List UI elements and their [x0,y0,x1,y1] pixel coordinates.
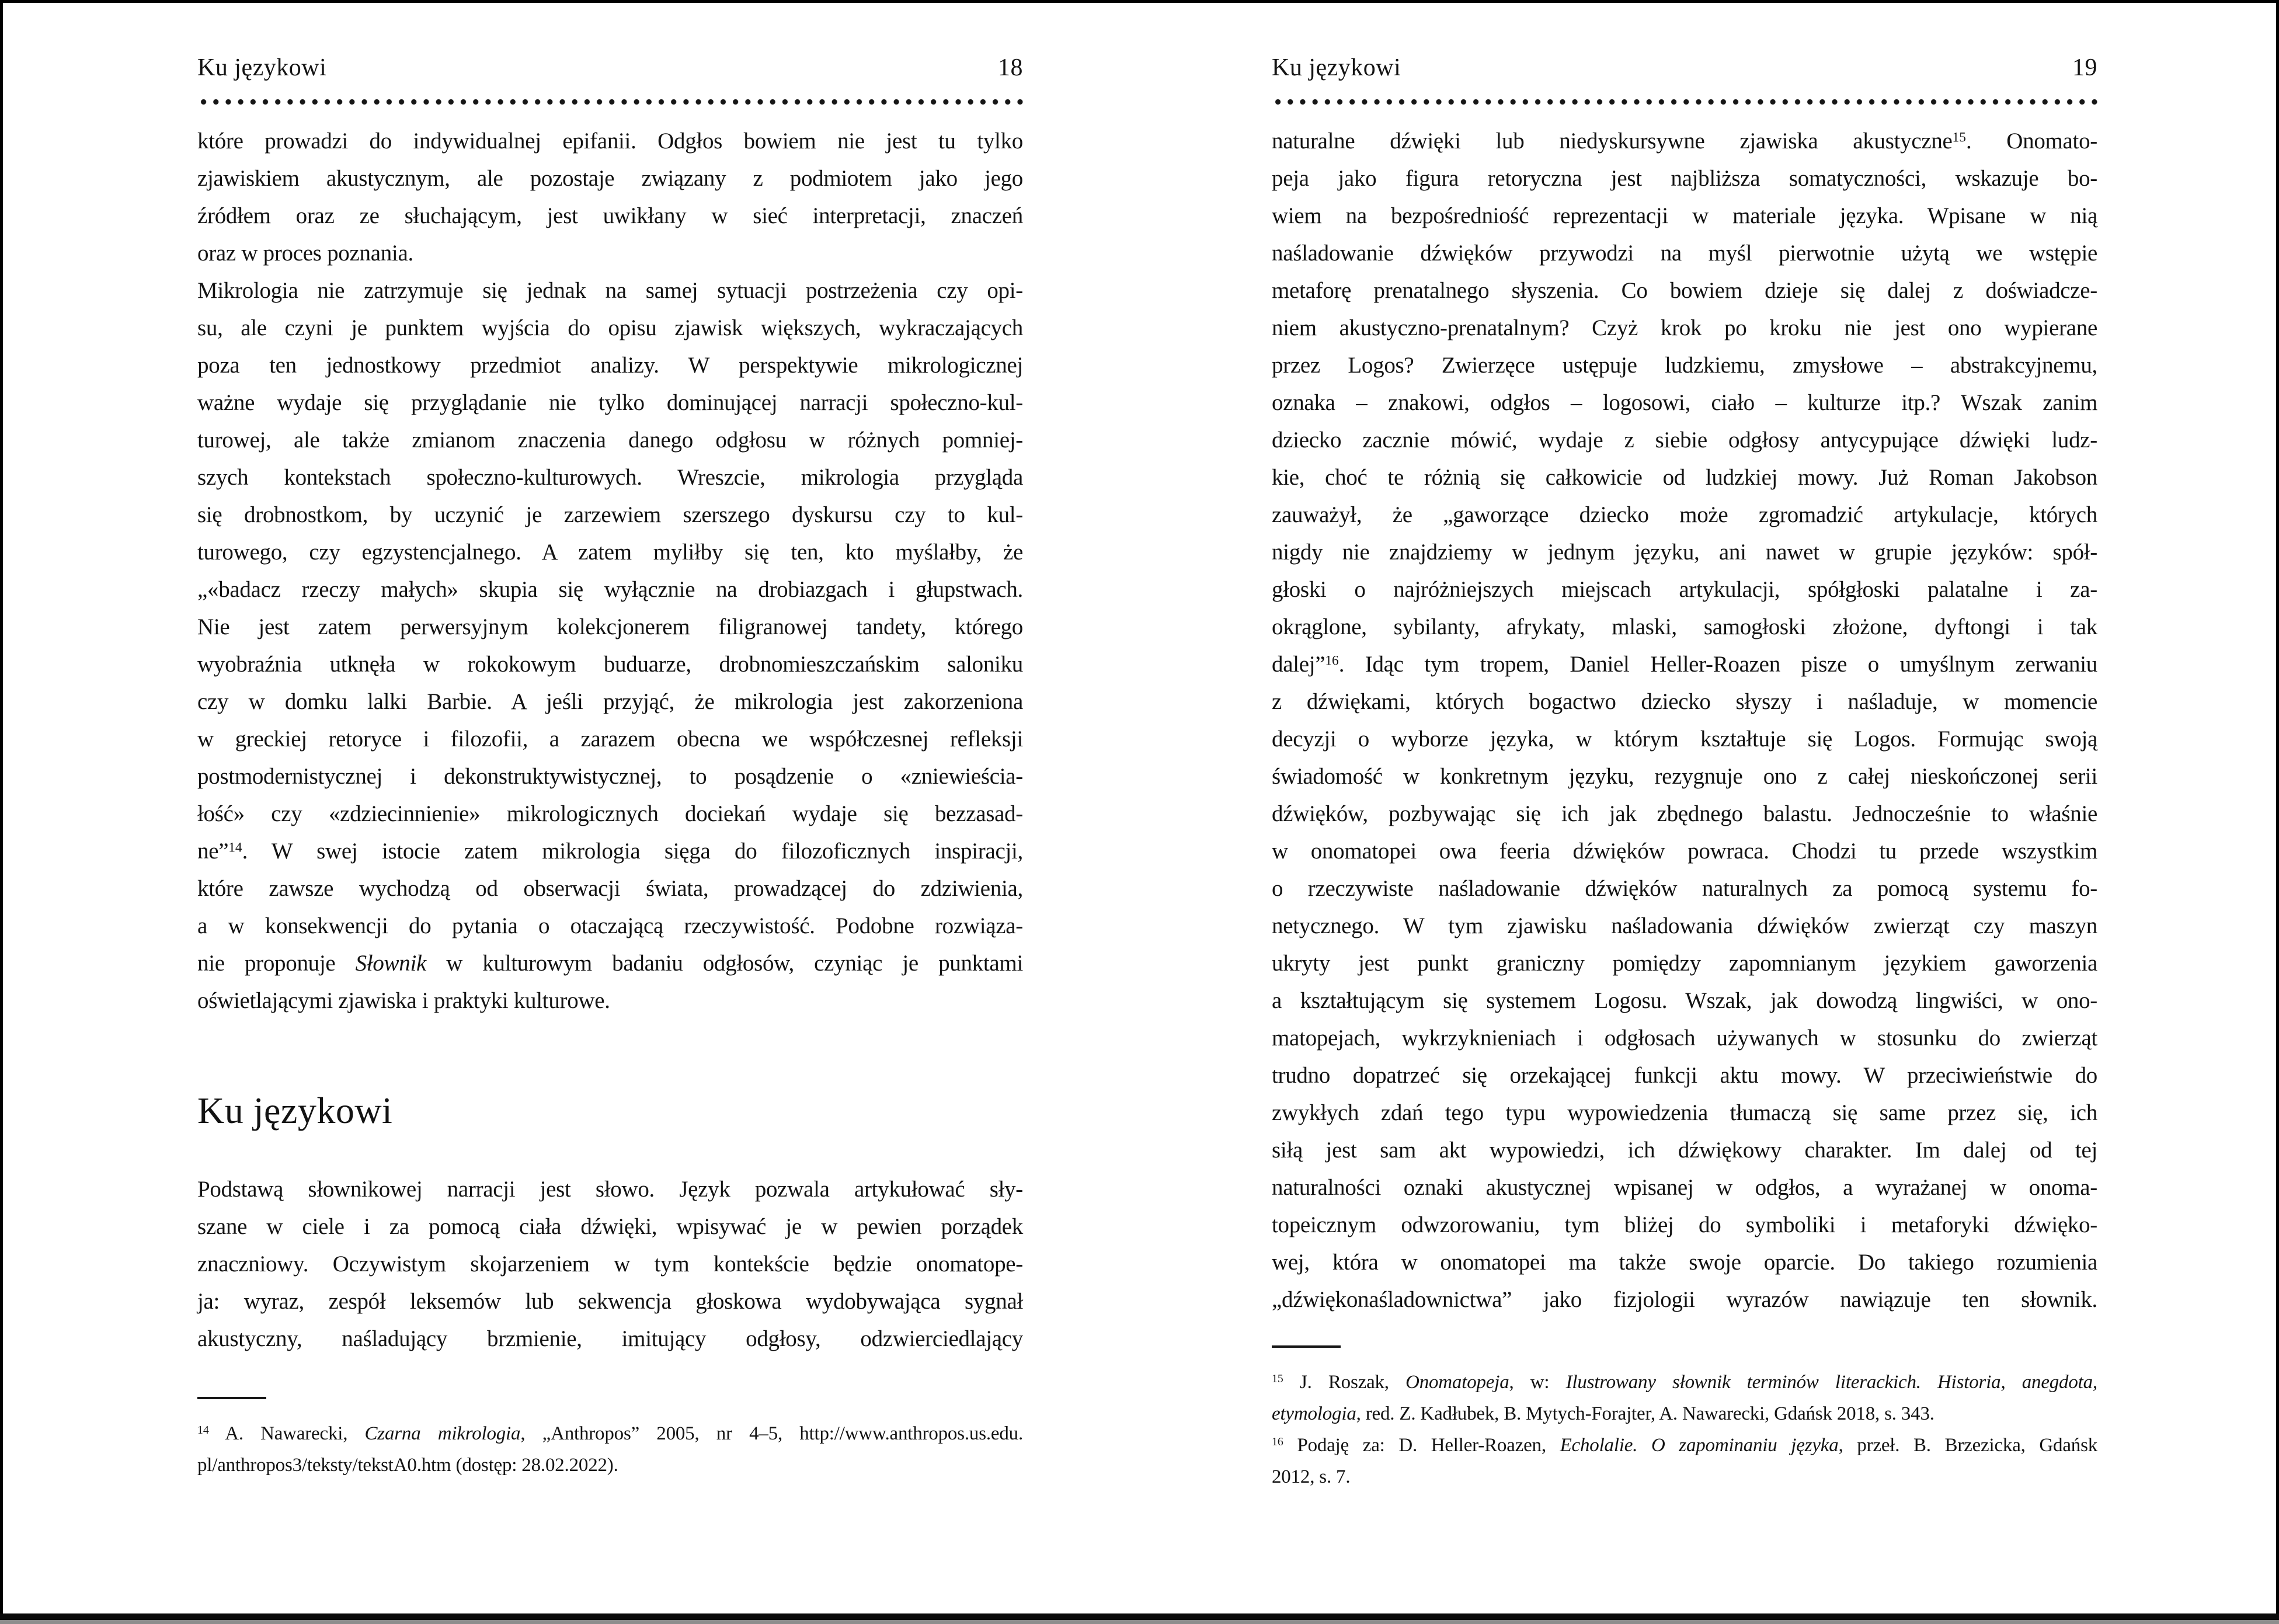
text-segment: A. Nawarecki, [208,1423,365,1444]
text-line [1272,160,2097,197]
text-line [1272,197,2097,235]
right-footnotes [1272,1366,2097,1493]
text-line [197,1208,1023,1246]
text-line [197,272,1023,310]
text-segment: w kulturowym badaniu odgłosów, czyniąc je punktami [426,951,1023,976]
text-line [197,310,1023,347]
text-segment: zwykłych zdań tego typu wypowiedzenia tłumaczą się same przez się, ich [1272,1100,2097,1125]
text-line [197,1320,1023,1358]
text-segment: , przeł. B. Brzezicka, Gdańsk [1838,1435,2098,1456]
text-line [197,1283,1023,1320]
text-line [1272,833,2097,870]
text-segment: w onomatopei owa feeria dźwięków powraca. Chodzi tu przede wszystkim [1272,839,2097,864]
text-line [1272,1057,2097,1094]
left-dotted-rule [197,98,1023,106]
text-segment: głoski o najróżniejszych miejscach artykulacji, spółgłoski palatalne i za- [1272,577,2097,602]
text-line [197,1449,1023,1481]
italic-text: Słownik [355,951,427,976]
text-segment: dziecko zacznie mówić, wydaje z siebie odgłosy antycypujące dźwięki ludz- [1272,427,2097,453]
text-line [197,197,1023,235]
text-segment: poza ten jednostkowy przedmiot analizy. W perspektywie mikrologicznej [197,353,1023,378]
text-segment: , w: [1509,1372,1566,1393]
text-line [1272,384,2097,422]
text-segment: łość» czy «zdziecinnienie» mikrologicznych dociekań wydaje się bezzasad- [197,801,1023,826]
text-segment: akustyczny, naśladujący brzmienie, imitujący odgłosy, odzwierciedlający [197,1326,1023,1351]
text-segment: ja: wyraz, zespół leksemów lub sekwencja głoskowa wydobywająca sygnał [197,1289,1023,1314]
text-line [1272,1169,2097,1206]
text-line [1272,1020,2097,1057]
text-line [1272,123,2097,160]
text-line [197,1246,1023,1283]
left-running-head [197,54,1023,82]
left-page-number: 18 [998,54,1023,81]
footnote-marker: 14 [228,840,242,856]
text-line [197,646,1023,683]
text-segment: a kształtującym się systemem Logosu. Wszak, jak dowodzą lingwiści, w ono- [1272,988,2097,1013]
text-line [1272,1094,2097,1132]
right-body-text [1272,123,2097,1319]
footnote-marker: 15 [1952,130,1966,145]
text-line [197,1418,1023,1449]
text-line [197,123,1023,160]
text-line [197,160,1023,197]
text-segment: ukryty jest punkt graniczny pomiędzy zapomnianym językiem gaworzenia [1272,951,2097,976]
text-line [1272,272,2097,310]
text-line [197,571,1023,608]
left-body-text [197,123,1023,1020]
text-line [197,496,1023,534]
text-segment: „«badacz rzeczy małych» skupia się wyłącznie na drobiazgach i głupstwach. [197,577,1023,602]
italic-text: etymologia [1272,1403,1356,1424]
text-line [1272,758,2097,795]
text-line [1272,1281,2097,1319]
text-line [197,683,1023,721]
text-segment: trudno dopatrzeć się orzekającej funkcji aktu mowy. W przeciwieństwie do [1272,1063,2097,1088]
text-line [197,982,1023,1020]
text-line [1272,721,2097,758]
text-line [1272,608,2097,646]
text-segment: które zawsze wychodzą od obserwacji świata, prowadzącej do zdziwienia, [197,876,1023,901]
text-segment: nigdy nie znajdziemy w jednym języku, ani nawet w grupie języków: spół- [1272,540,2097,565]
text-segment: , red. Z. Kadłubek, B. Mytych-Forajter, A. Nawarecki, Gdańsk 2018, s. 343. [1356,1403,1934,1424]
text-segment: ne” [197,839,229,864]
text-line [1272,571,2097,608]
text-segment: czy w domku lalki Barbie. A jeśli przyjąć, że mikrologia jest zakorzeniona [197,689,1023,714]
text-segment: netycznego. W tym zjawisku naśladowania dźwięków zwierząt czy maszyn [1272,913,2097,938]
left-section-heading: Ku językowi [197,1090,393,1131]
text-segment: a w konsekwencji do pytania o otaczającą rzeczywistość. Podobne rozwiąza- [197,913,1023,938]
left-running-head-title: Ku językowi [197,54,327,81]
text-segment: oznaka – znakowi, odgłos – logosowi, ciało – kulturze itp.? Wszak zanim [1272,390,2097,415]
text-segment: które prowadzi do indywidualnej epifanii. Odgłos bowiem nie jest tu tylko [197,128,1023,154]
text-line [1272,870,2097,907]
text-segment: dźwięków, pozbywając się ich jak zbędnego balastu. Jednocześnie to właśnie [1272,801,2097,826]
text-segment: kie, choć te różnią się całkowicie od ludzkiej mowy. Już Roman Jakobson [1272,465,2097,490]
text-line [197,945,1023,982]
text-line [1272,683,2097,721]
text-segment: pl/anthropos3/teksty/tekstA0.htm (dostęp: 28.02.2022). [197,1455,618,1476]
text-segment: . Idąc tym tropem, Daniel Heller-Roazen pisze o umyślnym zerwaniu [1338,652,2097,677]
text-segment: topeicznym odwzorowaniu, tym bliżej do symboliki i metaforyki dźwięko- [1272,1212,2097,1237]
text-line [1272,1461,2097,1493]
text-segment: Mikrologia nie zatrzymuje się jednak na samej sytuacji postrzeżenia czy opi- [197,278,1023,303]
text-line [1272,310,2097,347]
text-line [1272,534,2097,571]
text-segment: wiem na bezpośredniość reprezentacji w materiale języka. Wpisane w nią [1272,203,2097,228]
text-segment: J. Roszak, [1283,1372,1406,1393]
text-line [197,534,1023,571]
text-line [1272,1132,2097,1169]
text-segment: wyobraźnia utknęła w rokokowym buduarze, drobnomieszczańskim saloniku [197,652,1023,677]
text-segment: z dźwiękami, których bogactwo dziecko słyszy i naśladuje, w momencie [1272,689,2097,714]
text-segment: . Onomato- [1965,128,2097,154]
text-line [1272,496,2097,534]
text-line [197,235,1023,272]
text-segment: ważne wydaje się przyglądanie nie tylko dominującej narracji społeczno-kul- [197,390,1023,415]
text-line [1272,1244,2097,1281]
text-segment: matopejach, wykrzyknieniach i odgłosach używanych w stosunku do zwierząt [1272,1025,2097,1051]
text-segment: Podaję za: D. Heller-Roazen, [1283,1435,1560,1456]
text-segment: o rzeczywiste naśladowanie dźwięków naturalnych za pomocą systemu fo- [1272,876,2097,901]
left-footnotes [197,1418,1023,1481]
left-footnote-rule [197,1397,266,1399]
text-segment: wej, która w onomatopei ma także swoje oparcie. Do takiego rozumienia [1272,1250,2097,1275]
text-segment: oświetlającymi zjawiska i praktyki kulturowe. [197,988,610,1013]
text-segment: przez Logos? Zwierzęce ustępuje ludzkiemu, zmysłowe – abstrakcyjnemu, [1272,353,2097,378]
text-line [197,384,1023,422]
text-line [197,758,1023,795]
text-segment: siłą jest sam akt wypowiedzi, ich dźwiękowy charakter. Im dalej od tej [1272,1138,2097,1163]
text-segment: zjawiskiem akustycznym, ale pozostaje związany z podmiotem jako jego [197,166,1023,191]
text-segment: decyzji o wyborze języka, w którym kształtuje się Logos. Formując swoją [1272,726,2097,752]
text-line [1272,1206,2097,1244]
right-running-head-title: Ku językowi [1272,54,1401,81]
text-line [1272,1366,2097,1398]
text-line [197,347,1023,384]
footnote-marker: 16 [1272,1435,1283,1449]
text-segment: naturalności oznaki akustycznej wpisanej w odgłos, a wyrażanej w onoma- [1272,1175,2097,1200]
text-line [197,422,1023,459]
text-line [1272,422,2097,459]
text-line [197,1171,1023,1208]
text-line [197,907,1023,945]
right-dotted-rule [1272,98,2097,106]
text-line [1272,945,2097,982]
right-page [1272,0,2097,1624]
text-segment: turowej, ale także zmianom znaczenia danego odgłosu w różnych pomniej- [197,427,1023,453]
text-segment: peja jako figura retoryczna jest najbliższa somatyczności, wskazuje bo- [1272,166,2097,191]
text-segment: „dźwiękonaśladownictwa” jako fizjologii wyrazów nawiązuje ten słownik. [1272,1287,2097,1312]
text-segment: . W swej istocie zatem mikrologia sięga do filozoficznych inspiracji, [242,839,1023,864]
text-segment: postmodernistycznej i dekonstruktywistycznej, to posądzenie o «zniewieścia- [197,764,1023,789]
text-line [197,870,1023,907]
text-segment: w greckiej retoryce i filozofii, a zarazem obecna we współczesnej refleksji [197,726,1023,752]
text-line [1272,1430,2097,1461]
text-segment: okrąglone, sybilanty, afrykaty, mlaski, samogłoski złożone, dyftongi i tak [1272,614,2097,639]
right-page-number: 19 [2072,54,2097,81]
italic-text: Ilustrowany słownik terminów literackich. Historia, anegdota, [1565,1372,2097,1393]
italic-text: Echolalie. O zapominaniu języka [1560,1435,1839,1456]
text-line [1272,907,2097,945]
text-line [197,459,1023,496]
text-segment: naśladowanie dźwięków przywodzi na myśl pierwotnie użytą we wstępie [1272,241,2097,266]
text-segment: znaczniowy. Oczywistym skojarzeniem w tym kontekście będzie onomatope- [197,1251,1023,1277]
text-segment: 2012, s. 7. [1272,1466,1351,1487]
text-segment: nie proponuje [197,951,356,976]
italic-text: Onomatopeja [1405,1372,1509,1393]
text-segment: dalej” [1272,652,1325,677]
text-segment: Podstawą słownikowej narracji jest słowo. Język pozwala artykułować sły- [197,1177,1023,1202]
scan-edge-right [2276,0,2279,1624]
footnote-marker: 16 [1325,653,1339,669]
scan-edge-bottom-black [0,1613,2279,1620]
text-line [1272,1398,2097,1430]
text-line [197,608,1023,646]
scan-edge-left [0,0,3,1624]
text-line [1272,459,2097,496]
text-segment: oraz w proces poznania. [197,241,413,266]
left-section-body-text [197,1171,1023,1358]
text-segment: źródłem oraz ze słuchającym, jest uwikłany w sieć interpretacji, znaczeń [197,203,1023,228]
right-footnote-rule [1272,1345,1341,1348]
scan-edge-top [0,0,2279,3]
text-segment: su, ale czyni je punktem wyjścia do opisu zjawisk większych, wykraczających [197,315,1023,340]
text-line [1272,235,2097,272]
right-running-head [1272,54,2097,82]
italic-text: Czarna mikrologia [364,1423,521,1444]
text-segment: zauważył, że „gaworzące dziecko może zgromadzić artykulacje, których [1272,502,2097,527]
text-line [1272,347,2097,384]
text-segment: , „Anthropos” 2005, nr 4–5, http://www.anthropos.us.edu. [520,1423,1024,1444]
text-segment: się drobnostkom, by uczynić je zarzewiem szerszego dyskursu czy to kul- [197,502,1023,527]
text-line [1272,646,2097,683]
left-page [197,0,1023,1624]
scan-edge-bottom-gray [0,1620,2279,1624]
text-line [197,833,1023,870]
text-line [197,795,1023,833]
text-segment: turowego, czy egzystencjalnego. A zatem myliłby się ten, kto myślałby, że [197,540,1023,565]
text-segment: niem akustyczno-prenatalnym? Czyż krok po kroku nie jest ono wypierane [1272,315,2097,340]
text-line [1272,795,2097,833]
text-segment: szane w ciele i za pomocą ciała dźwięki, wpisywać je w pewien porządek [197,1214,1023,1239]
text-segment: Nie jest zatem perwersyjnym kolekcjonerem filigranowej tandety, którego [197,614,1023,639]
text-segment: metaforę prenatalnego słyszenia. Co bowiem dzieje się dalej z doświadcze- [1272,278,2097,303]
text-segment: naturalne dźwięki lub niedyskursywne zjawiska akustyczne [1272,128,1953,154]
footnote-marker: 14 [197,1424,209,1437]
text-line [1272,982,2097,1020]
text-segment: szych kontekstach społeczno-kulturowych. Wreszcie, mikrologia przygląda [197,465,1023,490]
text-segment: świadomość w konkretnym języku, rezygnuje ono z całej nieskończonej serii [1272,764,2097,789]
footnote-marker: 15 [1272,1372,1283,1386]
text-line [197,721,1023,758]
